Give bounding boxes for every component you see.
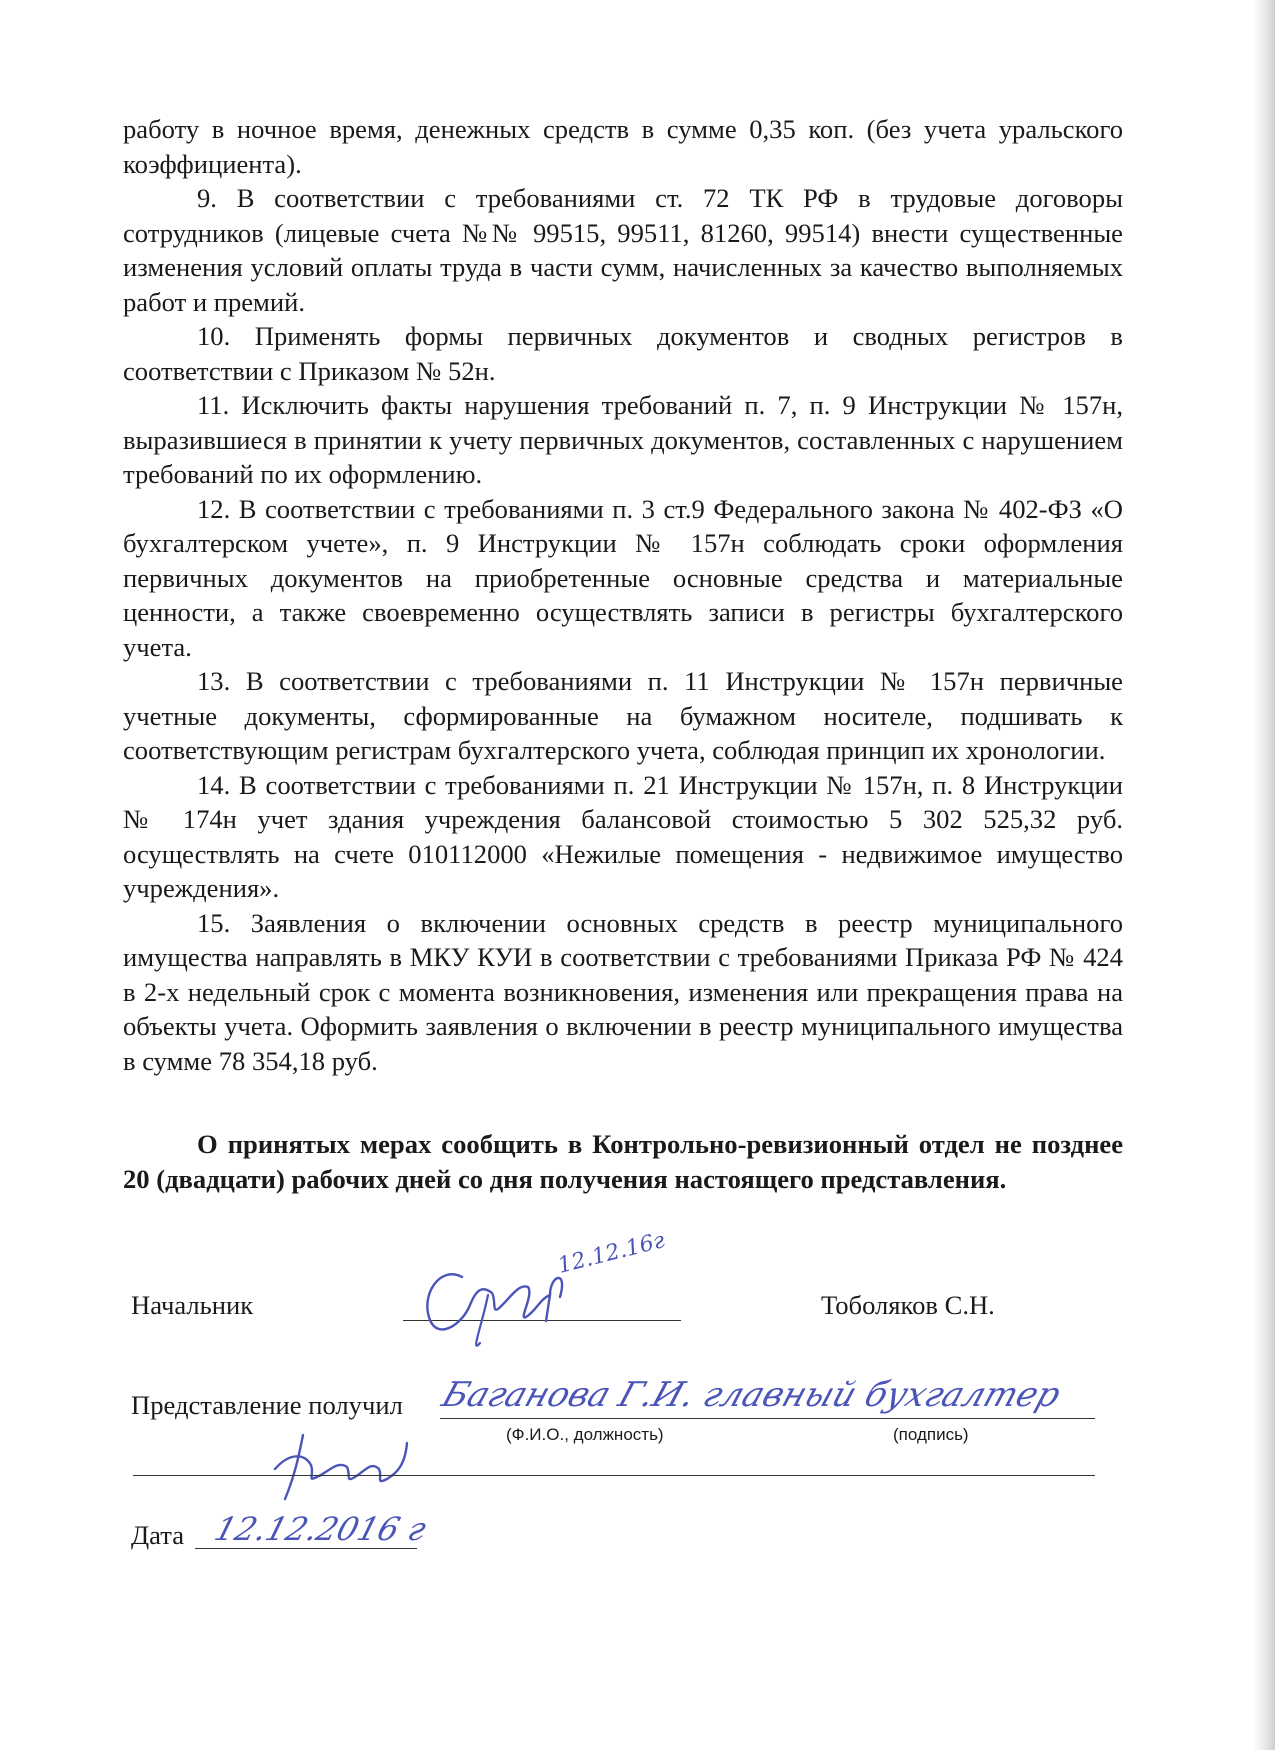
paragraph-item-15: 15. Заявления о включении основных средств в реестр муниципального имущества направлять в МКУ КУИ в соответствии с требованиями Приказа РФ № 424 в 2-х недельный срок с момента возникновения, изменения или прекращения права на объекты учета. Оформить заявления о включении в реестр муниципального имущества в сумме 78 354,18 руб. xyxy=(123,907,1123,1076)
fio-caption: (Ф.И.О., должность) xyxy=(506,1425,664,1444)
date-label: Дата xyxy=(131,1520,185,1550)
paragraph-item-9: 9. В соответствии с требованиями ст. 72 ТК РФ в трудовые договоры сотрудников (лицевые счета №№ 99515, 99511, 81260, 99514) внести существенные изменения условий оплаты труда в части сумм, начисленных за качество выполняемых работ и премий. xyxy=(123,183,1123,317)
recipient-signature-line xyxy=(133,1475,1095,1476)
paragraph-continuation: работу в ночное время, денежных средств в сумме 0,35 коп. (без учета уральского коэффициента). xyxy=(123,114,1123,179)
scan-edge-shadow xyxy=(1253,0,1275,1750)
received-label: Представление получил xyxy=(131,1390,403,1420)
received-handwriting-svg xyxy=(437,1360,1085,1420)
paragraph-item-10: 10. Применять формы первичных документов и сводных регистров в соответствии с Приказом № 52н. xyxy=(123,321,1123,386)
chief-label: Начальник xyxy=(131,1290,254,1320)
paragraph-item-13: 13. В соответствии с требованиями п. 11 Инструкции № 157н первичные учетные документы, сформированные на бумажном носителе, подшивать к соответствующим регистрам бухгалтерского учета, соблюдая принцип их хронологии. xyxy=(123,666,1123,765)
recipient-signature xyxy=(255,1425,425,1505)
chief-name: Тоболяков С.Н. xyxy=(821,1290,995,1320)
date-handwritten: 12.12.2016 г xyxy=(210,1510,431,1548)
paragraph-item-14: 14. В соответствии с требованиями п. 21 Инструкции № 157н, п. 8 Инструкции № 174н учет здания учреждения балансовой стоимостью 5 302 525,32 руб. осуществлять на счете 010112000 «Нежилые помещения - недвижимое имущество учреждения». xyxy=(123,769,1123,903)
body-text xyxy=(123,112,1123,1078)
paragraph-item-12: 12. В соответствии с требованиями п. 3 ст.9 Федерального закона № 402-ФЗ «О бухгалтерском учете», п. 9 Инструкции № 157н соблюдать сроки оформления первичных документов на приобретенные основные средства и материальные ценности, а также своевременно осуществлять записи в регистры бухгалтерского учета. xyxy=(123,493,1123,662)
chief-signature-note: 12.12.16г xyxy=(555,1228,668,1279)
received-handwritten: Баганова Г.И. главный бухгалтер xyxy=(437,1375,1066,1415)
chief-signature xyxy=(400,1225,670,1350)
notice-bold: О принятых мерах сообщить в Контрольно-ревизионный отдел не позднее 20 (двадцати) рабочих дней со дня получения настоящего представления. xyxy=(123,1129,1123,1194)
signature-caption: (подпись) xyxy=(893,1425,969,1444)
paragraph-item-11: 11. Исключить факты нарушения требований п. 7, п. 9 Инструкции № 157н, выразившиеся в принятии к учету первичных документов, составленных с нарушением требований по их оформлению. xyxy=(123,390,1123,489)
date-handwriting-svg xyxy=(210,1500,440,1550)
